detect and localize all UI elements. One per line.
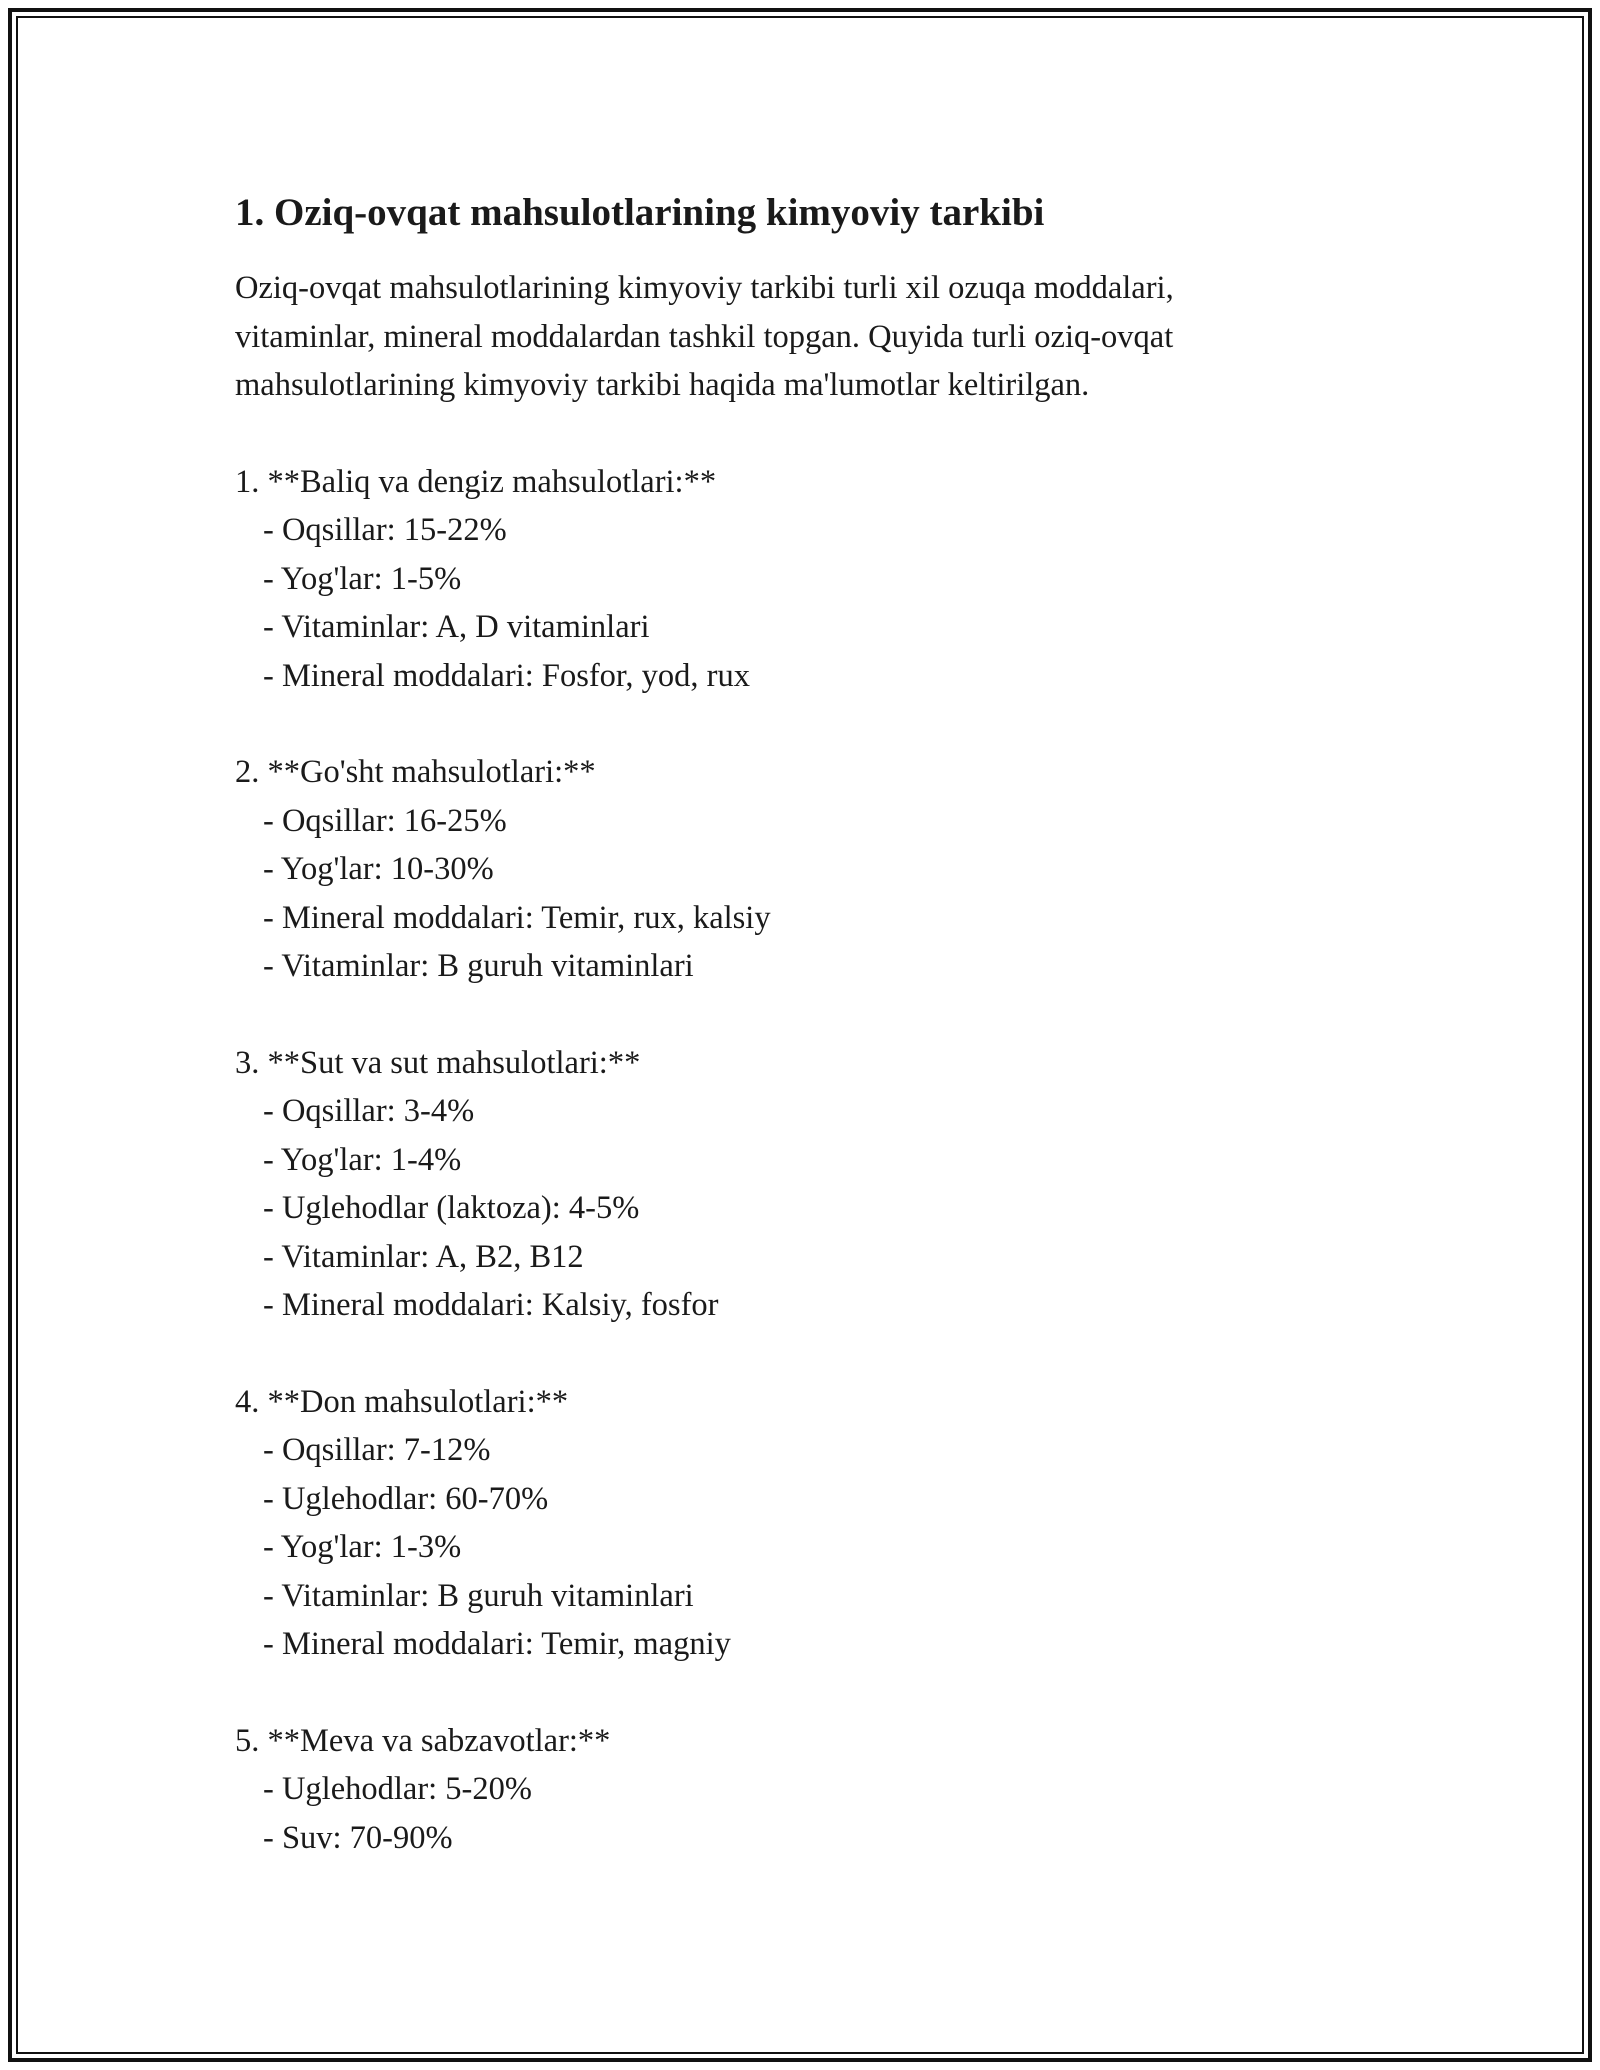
intro-line: mahsulotlarining kimyoviy tarkibi haqida ma'lumotlar keltirilgan. (235, 367, 1090, 403)
section-grain (235, 1378, 1385, 1669)
list-item: - Uglehodlar (laktoza): 4-5% (263, 1190, 640, 1226)
section-fruits-vegetables (235, 1717, 1385, 1863)
section-title: 2. **Go'sht mahsulotlari:** (235, 754, 596, 790)
list-item: - Vitaminlar: A, B2, B12 (263, 1238, 584, 1275)
list-item: - Vitaminlar: A, D vitaminlari (263, 609, 650, 645)
intro-paragraph (235, 264, 1385, 410)
list-item: - Oqsillar: 15-22% (263, 512, 507, 548)
list-item: - Suv: 70-90% (263, 1819, 453, 1856)
section-title: 4. **Don mahsulotlari:** (235, 1383, 569, 1420)
list-item: - Yog'lar: 1-3% (263, 1529, 462, 1565)
section-dairy (235, 1039, 1385, 1330)
list-item: - Vitaminlar: B guruh vitaminlari (263, 948, 694, 984)
list-item: - Oqsillar: 7-12% (263, 1432, 491, 1468)
list-item: - Mineral moddalari: Fosfor, yod, rux (263, 657, 751, 694)
list-item: - Mineral moddalari: Temir, rux, kalsiy (263, 899, 771, 936)
page-title: 1. Oziq-ovqat mahsulotlarining kimyoviy tarkibi (235, 191, 1045, 234)
intro-line: vitaminlar, mineral moddalardan tashkil topgan. Quyida turli oziq-ovqat (235, 318, 1174, 355)
list-item: - Yog'lar: 1-5% (263, 560, 462, 597)
list-item: - Mineral moddalari: Temir, magniy (263, 1626, 731, 1662)
list-item: - Oqsillar: 16-25% (263, 802, 507, 839)
list-item: - Yog'lar: 10-30% (263, 851, 494, 887)
document-body (235, 186, 1385, 1862)
list-item: - Uglehodlar: 60-70% (263, 1480, 549, 1517)
list-item: - Yog'lar: 1-4% (263, 1141, 462, 1178)
list-item: - Uglehodlar: 5-20% (263, 1771, 532, 1807)
list-item: - Mineral moddalari: Kalsiy, fosfor (263, 1287, 719, 1323)
list-item: - Oqsillar: 3-4% (263, 1093, 475, 1129)
section-meat (235, 748, 1385, 991)
section-title: 3. **Sut va sut mahsulotlari:** (235, 1044, 641, 1081)
section-title: 5. **Meva va sabzavotlar:** (235, 1722, 611, 1759)
list-item: - Vitaminlar: B guruh vitaminlari (263, 1577, 694, 1614)
section-title: 1. **Baliq va dengiz mahsulotlari:** (235, 463, 717, 500)
intro-line: Oziq-ovqat mahsulotlarining kimyoviy tarkibi turli xil ozuqa moddalari, (235, 270, 1174, 306)
section-fish (235, 458, 1385, 701)
